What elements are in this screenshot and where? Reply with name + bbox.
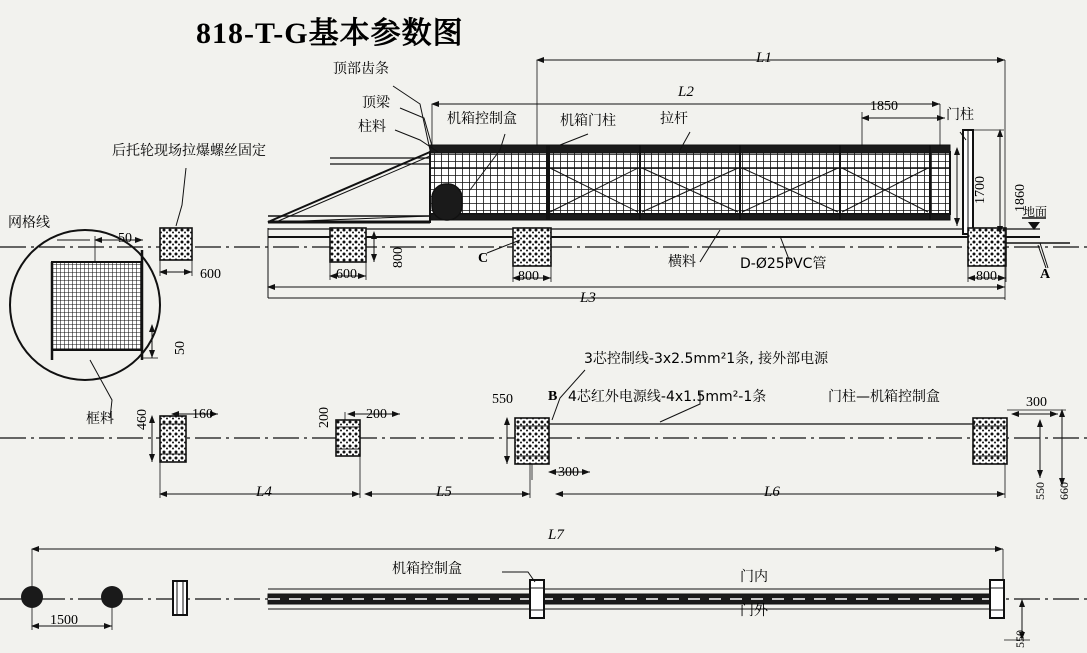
callout-ir-cable: 4芯红外电源线-4x1.5mm²-1条: [568, 389, 767, 405]
dim-300-b: 300: [1026, 395, 1047, 410]
dim-550-a: 550: [492, 392, 513, 407]
callout-cross-material: 横料: [668, 254, 696, 270]
mark-a: A: [1040, 267, 1051, 282]
dim-800-a: 800: [391, 247, 406, 268]
dim-l7: L7: [548, 527, 564, 543]
dim-l4: L4: [256, 484, 272, 500]
dim-1500: 1500: [50, 613, 78, 628]
dim-l1: L1: [756, 50, 772, 66]
dim-1850: 1850: [870, 99, 898, 114]
callout-post-to-box: 门柱—机箱控制盒: [828, 389, 940, 405]
callout-top-rack: 顶部齿条: [333, 61, 389, 77]
dim-l6: L6: [764, 484, 780, 500]
callout-post-material: 柱料: [358, 119, 386, 135]
callout-pull-rod: 拉杆: [660, 111, 688, 127]
dim-l2: L2: [678, 84, 694, 100]
dim-550-b: 550: [1033, 482, 1047, 500]
dim-1860: 1860: [1013, 184, 1028, 212]
dim-160: 160: [192, 407, 213, 422]
dim-800-b: 800: [518, 269, 539, 284]
dim-1700: 1700: [973, 176, 988, 204]
callout-door-outside: 门外: [740, 603, 768, 619]
dim-l5: L5: [436, 484, 452, 500]
mark-c: C: [478, 251, 489, 266]
callout-ground: 地面: [1023, 205, 1048, 219]
dim-200-a: 200: [317, 407, 332, 428]
dim-550-bottom: 550: [1013, 630, 1027, 648]
dim-300-a: 300: [558, 465, 579, 480]
callout-door-post: 门柱: [946, 107, 974, 123]
page-title: 818-T-G基本参数图: [196, 17, 464, 50]
dim-600-a: 600: [200, 267, 221, 282]
detail-dim-50-top: 50: [118, 231, 132, 246]
callout-mesh-line: 网格线: [8, 215, 50, 231]
dim-200-b: 200: [366, 407, 387, 422]
callout-back-roller: 后托轮现场拉爆螺丝固定: [112, 143, 266, 159]
callout-control-box: 机箱控制盒: [447, 111, 517, 127]
dim-660: 660: [1057, 482, 1071, 500]
callout-frame-material: 框料: [86, 411, 114, 427]
callout-door-inside: 门内: [740, 569, 768, 585]
dim-460: 460: [135, 409, 150, 430]
detail-dim-50-side: 50: [173, 341, 188, 355]
callout-pvc-pipe: D-Ø25PVC管: [740, 256, 827, 272]
mark-b: B: [548, 389, 558, 404]
dim-l3: L3: [580, 290, 596, 306]
callout-control-cable: 3芯控制线-3x2.5mm²1条, 接外部电源: [584, 351, 829, 367]
callout-control-box-plan: 机箱控制盒: [392, 561, 462, 577]
dim-800-c: 800: [976, 269, 997, 284]
callout-box-door-post: 机箱门柱: [560, 113, 616, 129]
callout-top-beam: 顶梁: [362, 95, 390, 111]
dim-600-b: 600: [336, 267, 357, 282]
